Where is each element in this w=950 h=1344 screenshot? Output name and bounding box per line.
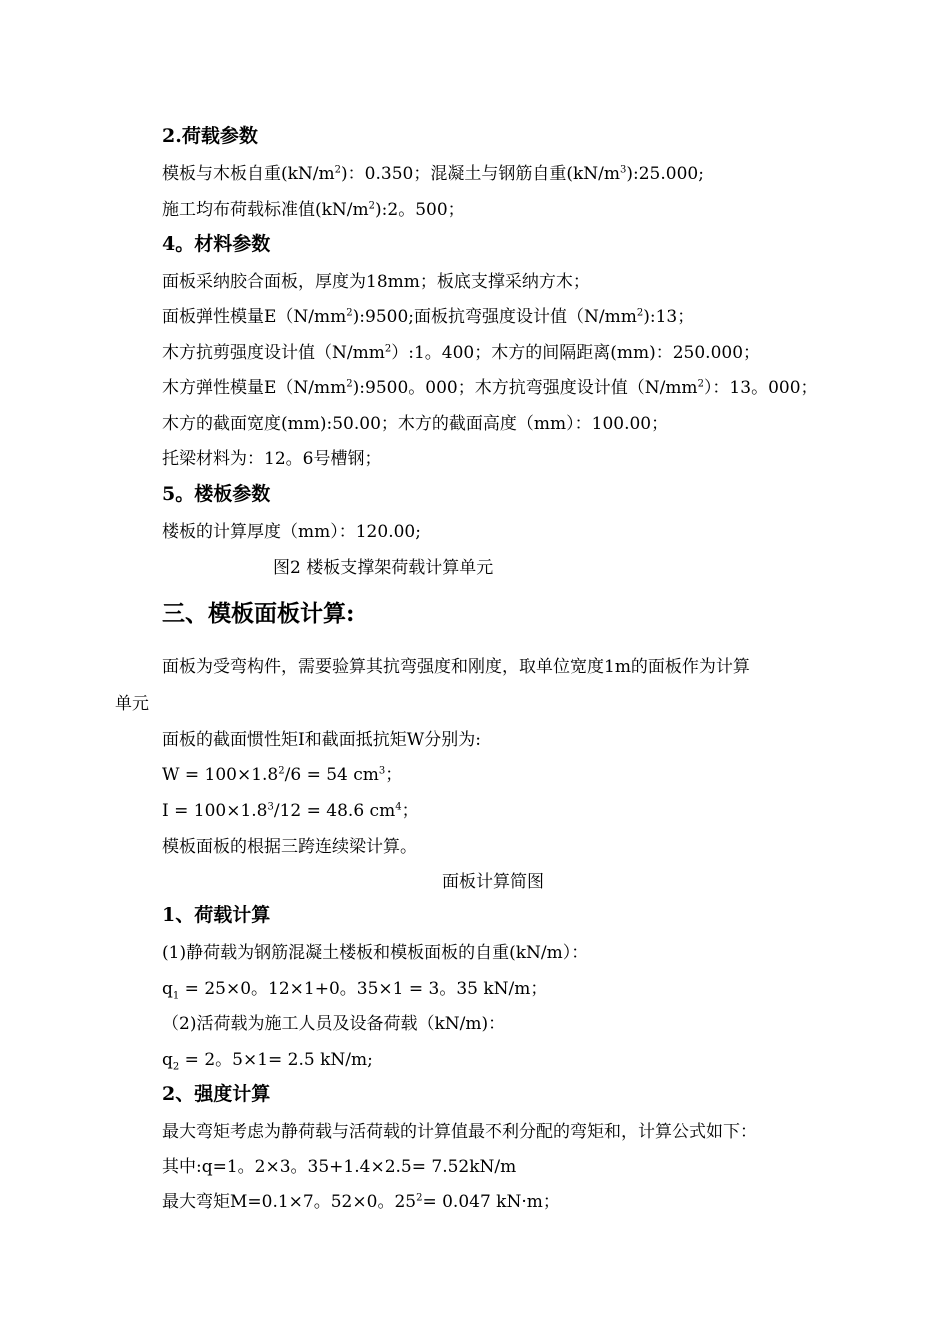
text-line bbox=[162, 376, 818, 400]
text-span: ):25.000; bbox=[626, 164, 704, 184]
text-span: 面板弹性模量E（N/mm bbox=[162, 307, 347, 327]
text-span: /12 = 48.6 cm bbox=[273, 801, 396, 821]
paragraph-line: 面板为受弯构件，需要验算其抗弯强度和刚度，取单位宽度1m的面板作为计算 bbox=[162, 657, 750, 677]
heading-material: 4。材料参数 bbox=[162, 233, 271, 255]
superscript: 2 bbox=[697, 378, 704, 390]
superscript: 3 bbox=[620, 164, 627, 176]
superscript: 2 bbox=[384, 343, 392, 355]
superscript: 3 bbox=[267, 801, 274, 813]
superscript: 2 bbox=[346, 378, 353, 390]
text-span: = 2。5×1= 2.5 kN/m; bbox=[179, 1050, 373, 1070]
text-span: ； bbox=[385, 765, 403, 785]
superscript: 2 bbox=[636, 307, 644, 319]
text-line: 面板采纳胶合面板，厚度为18mm；板底支撑采纳方木； bbox=[162, 272, 590, 292]
formula-w bbox=[162, 763, 402, 787]
text-span: ):2。500； bbox=[375, 200, 465, 220]
text-span: ):13； bbox=[643, 307, 695, 327]
text-line: 其中:q=1。2×3。35+1.4×2.5= 7.52kN/m bbox=[162, 1157, 517, 1177]
formula-q1 bbox=[162, 977, 547, 1001]
superscript: 4 bbox=[395, 801, 402, 813]
superscript: 2 bbox=[346, 307, 353, 319]
formula-q2 bbox=[162, 1048, 373, 1072]
subscript: 1 bbox=[172, 990, 180, 1002]
text-span: 木方抗剪强度设计值（N/mm bbox=[162, 343, 385, 363]
text-line: (1)静荷载为钢筋混凝土楼板和模板面板的自重(kN/m）： bbox=[162, 943, 589, 963]
text-line: 面板的截面惯性矩I和截面抵抗矩W分别为: bbox=[162, 730, 481, 750]
superscript: 2 bbox=[368, 200, 376, 212]
text-span: q bbox=[162, 979, 173, 999]
formula-i bbox=[162, 799, 419, 823]
superscript: 3 bbox=[378, 765, 386, 777]
text-span: ):9500。000；木方抗弯强度设计值（N/mm bbox=[352, 378, 698, 398]
text-line bbox=[162, 305, 694, 329]
figure-caption: 图2 楼板支撑架荷载计算单元 bbox=[273, 558, 494, 578]
heading-load-calc: 1、荷载计算 bbox=[162, 904, 271, 926]
text-line: 最大弯矩考虑为静荷载与活荷载的计算值最不利分配的弯矩和，计算公式如下： bbox=[162, 1122, 757, 1142]
text-span: = 0.047 kN·m； bbox=[422, 1192, 560, 1212]
text-line: 木方的截面宽度(mm):50.00；木方的截面高度（mm）：100.00； bbox=[162, 414, 669, 434]
text-line bbox=[162, 162, 704, 186]
superscript: 2 bbox=[334, 164, 342, 176]
text-span: q bbox=[162, 1050, 173, 1070]
text-span: = 25×0。12×1+0。35×1 = 3。35 kN/m； bbox=[179, 979, 548, 999]
heading-strength: 2、强度计算 bbox=[162, 1083, 271, 1105]
text-line: （2)活荷载为施工人员及设备荷载（kN/m)： bbox=[162, 1014, 506, 1034]
text-span: ； bbox=[401, 801, 419, 821]
text-line: 楼板的计算厚度（mm）：120.00; bbox=[162, 522, 421, 542]
text-span: 模板与木板自重(kN/m bbox=[162, 164, 335, 184]
text-line bbox=[162, 198, 465, 222]
text-span: 最大弯矩M=0.1×7。52×0。25 bbox=[162, 1192, 417, 1212]
heading-load-params: 2.荷载参数 bbox=[162, 125, 258, 147]
text-span: /6 = 54 cm bbox=[284, 765, 379, 785]
text-span: 施工均布荷载标准值(kN/m bbox=[162, 200, 369, 220]
formula-m bbox=[162, 1190, 560, 1214]
text-line: 模板面板的根据三跨连续梁计算。 bbox=[162, 837, 417, 857]
text-span: ）：13。000； bbox=[703, 378, 818, 398]
figure-caption: 面板计算简图 bbox=[442, 872, 544, 892]
text-span: I = 100×1.8 bbox=[162, 801, 268, 821]
paragraph-line: 单元 bbox=[115, 694, 149, 714]
subscript: 2 bbox=[172, 1061, 180, 1073]
text-span: ）:1。400；木方的间隔距离(mm)：250.000； bbox=[391, 343, 761, 363]
heading-section-3: 三、模板面板计算: bbox=[162, 600, 355, 627]
text-line bbox=[162, 341, 760, 365]
text-span: 木方弹性模量E（N/mm bbox=[162, 378, 347, 398]
superscript: 2 bbox=[416, 1192, 423, 1204]
heading-slab: 5。楼板参数 bbox=[162, 483, 271, 505]
text-span: )：0.350；混凝土与钢筋自重(kN/m bbox=[341, 164, 620, 184]
text-line: 托梁材料为：12。6号槽钢； bbox=[162, 449, 382, 469]
text-span: W = 100×1.8 bbox=[162, 765, 279, 785]
superscript: 2 bbox=[278, 765, 285, 777]
text-span: ):9500;面板抗弯强度设计值（N/mm bbox=[352, 307, 637, 327]
